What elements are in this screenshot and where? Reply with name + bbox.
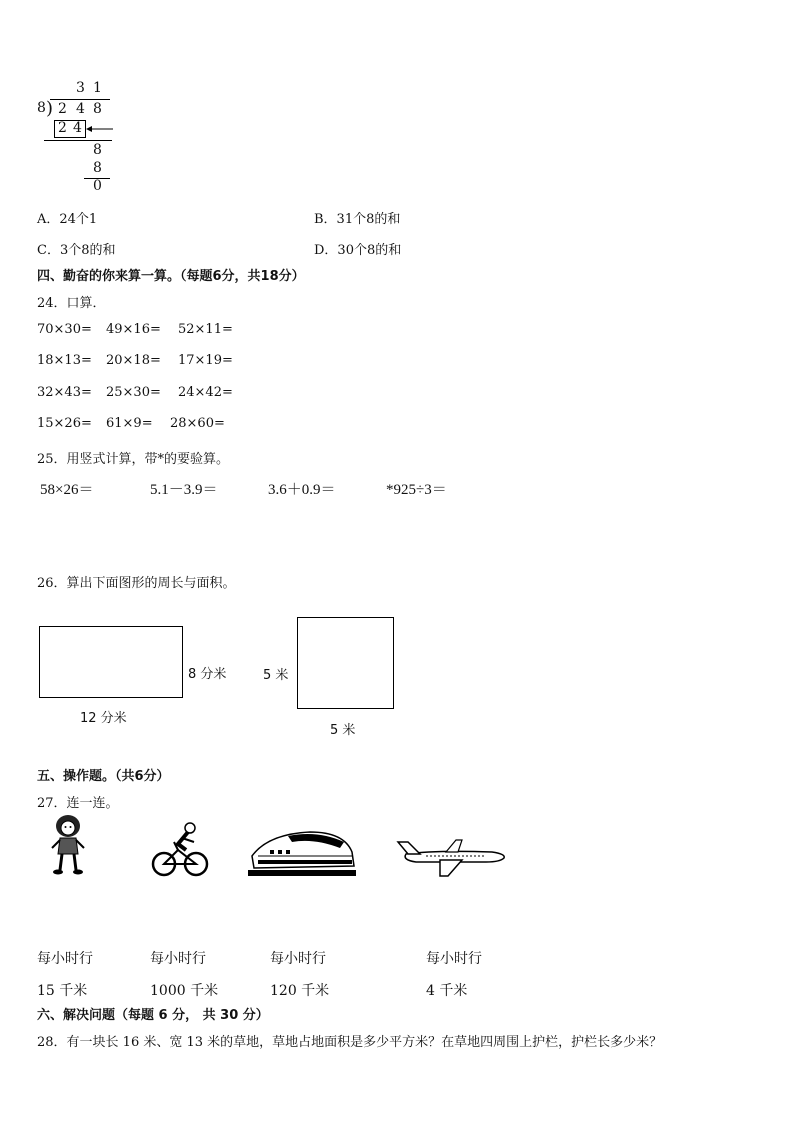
section-5-title: 五、操作题。（共6分） <box>37 769 170 784</box>
step1-digit: 2 <box>58 120 67 136</box>
calc-item: 28×60= <box>170 416 225 431</box>
option-b: B．31个8的和 <box>314 212 401 227</box>
train-icon <box>248 826 358 880</box>
rect-height-label: 8 分米 <box>188 667 227 682</box>
calc-item: 15×26= <box>37 416 92 431</box>
dividend-digit: 8 <box>93 101 102 117</box>
calc-item: 25×30= <box>106 385 161 400</box>
step2-digit: 8 <box>93 160 102 176</box>
step1-digit: 4 <box>73 120 82 136</box>
speed-label-line2: 15 千米 <box>37 983 88 999</box>
calc-item: 61×9= <box>106 416 153 431</box>
calc-item: 32×43= <box>37 385 92 400</box>
q28-text: 28．有一块长 16 米、宽 13 米的草地，草地占地面积是多少平方米？在草地四周围上护栏，护栏长多少米？ <box>37 1035 663 1050</box>
speed-label-line1: 每小时行 <box>426 951 482 967</box>
calc-item: 49×16= <box>106 322 161 337</box>
speed-label-line1: 每小时行 <box>150 951 206 967</box>
q27-title: 27．连一连。 <box>37 796 119 811</box>
calc-item: 24×42= <box>178 385 233 400</box>
arrow-left-icon <box>86 122 114 136</box>
dividend-digit: 2 <box>58 101 67 117</box>
vertical-calc-item: 3.6＋0.9＝ <box>268 482 336 498</box>
airplane-icon <box>396 836 508 878</box>
final-digit: 0 <box>93 178 102 194</box>
square-side-bottom-label: 5 米 <box>330 723 356 738</box>
q26-title: 26．算出下面图形的周长与面积。 <box>37 576 236 591</box>
q24-title: 24．口算． <box>37 296 106 311</box>
calc-item: 20×18= <box>106 353 161 368</box>
subtraction-line <box>44 140 112 141</box>
q25-title: 25．用竖式计算，带*的要验算。 <box>37 452 230 467</box>
speed-label-line2: 1000 千米 <box>150 983 219 999</box>
divisor: 8 <box>37 100 46 116</box>
speed-label-line1: 每小时行 <box>270 951 326 967</box>
option-d: D．30个8的和 <box>314 243 402 258</box>
vertical-calc-item: 58×26＝ <box>40 482 94 498</box>
calc-item: 52×11= <box>178 322 233 337</box>
rectangle-figure <box>39 626 183 698</box>
cyclist-icon <box>150 820 210 880</box>
quotient-digit: 3 <box>76 80 85 96</box>
option-a: A．24个1 <box>37 212 98 227</box>
speed-label-line1: 每小时行 <box>37 951 93 967</box>
option-c: C．3个8的和 <box>37 243 116 258</box>
speed-label-line2: 4 千米 <box>426 983 468 999</box>
child-walking-icon <box>46 814 92 876</box>
speed-label-line2: 120 千米 <box>270 983 330 999</box>
square-side-left-label: 5 米 <box>263 668 289 683</box>
division-bracket: ) <box>46 98 54 119</box>
vertical-calc-item: *925÷3＝ <box>386 482 447 498</box>
section-6-title: 六、解决问题（每题 6 分， 共 30 分） <box>37 1008 269 1023</box>
vertical-calc-item: 5.1－3.9＝ <box>150 482 218 498</box>
section-4-title: 四、勤奋的你来算一算。（每题6分，共18分） <box>37 269 305 284</box>
quotient-digit: 1 <box>93 80 102 96</box>
remainder-digit: 8 <box>93 142 102 158</box>
calc-item: 18×13= <box>37 353 92 368</box>
square-figure <box>297 617 394 709</box>
division-bar <box>50 99 110 100</box>
calc-item: 70×30= <box>37 322 92 337</box>
rect-width-label: 12 分米 <box>80 711 127 726</box>
calc-item: 17×19= <box>178 353 233 368</box>
dividend-digit: 4 <box>76 101 85 117</box>
